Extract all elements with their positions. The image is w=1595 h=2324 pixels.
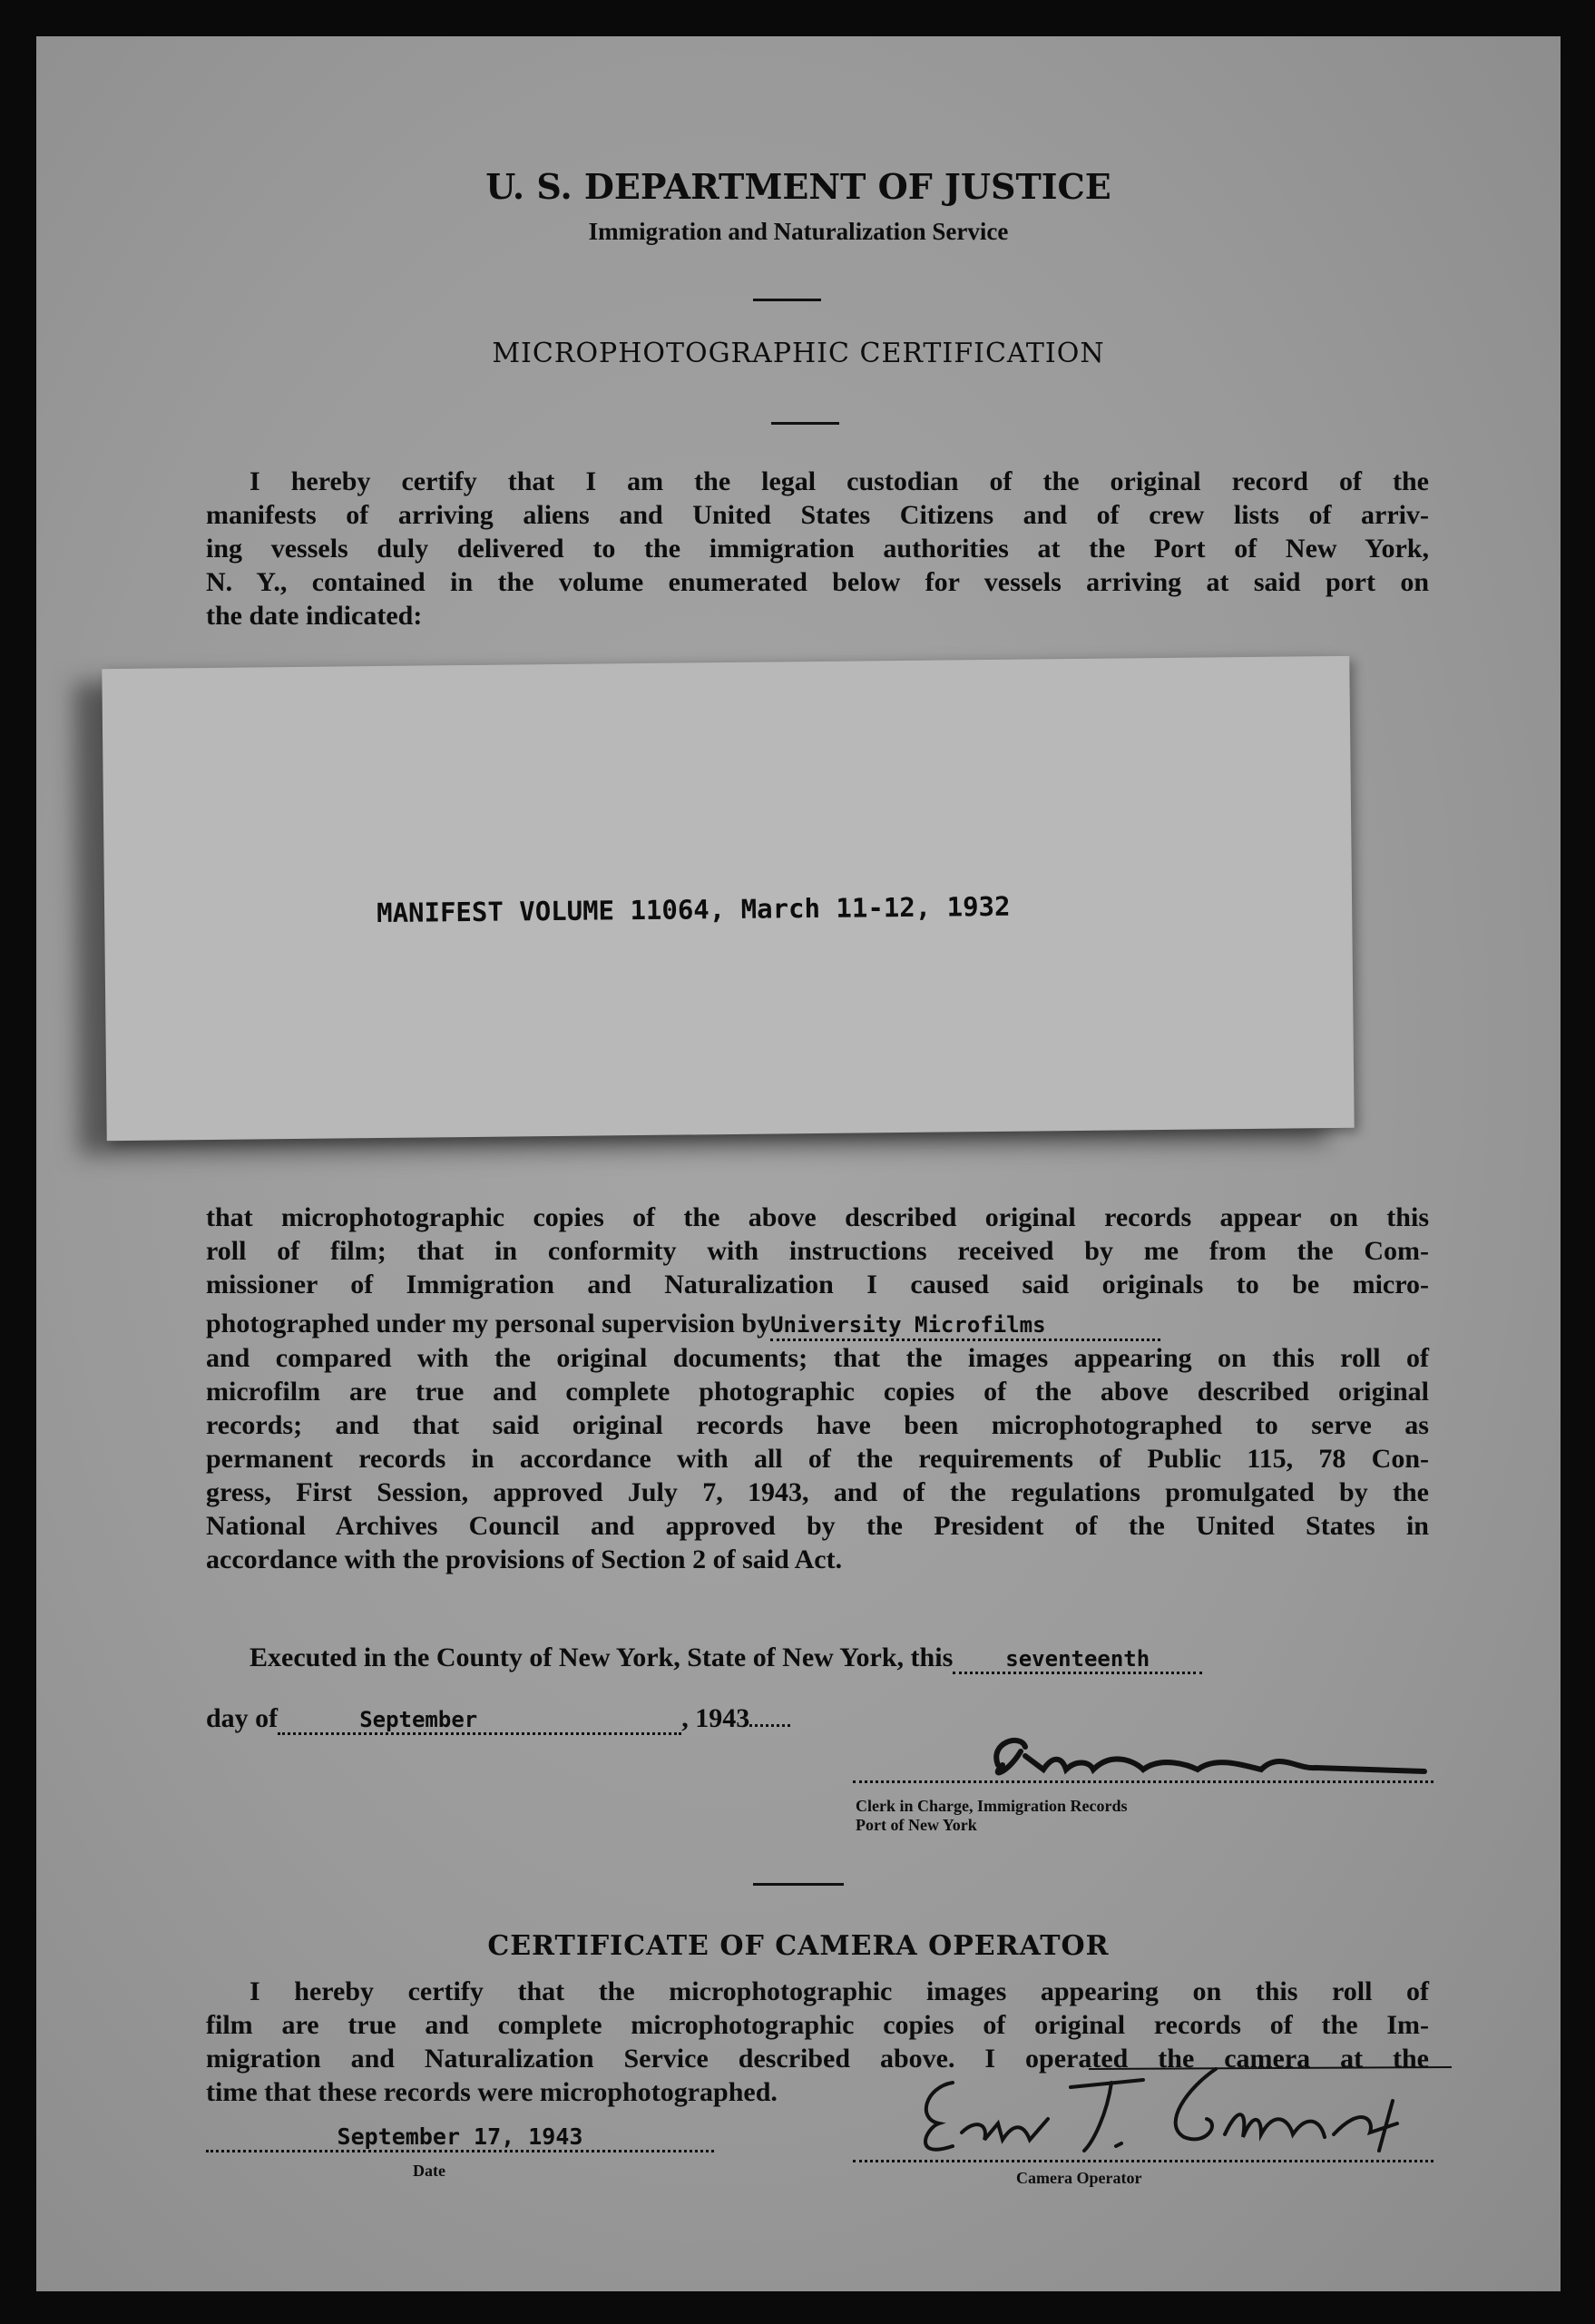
camera-operator-signature-line [853, 2160, 1434, 2162]
body-line: missioner of Immigration and Naturalization I caused said originals to be micro- [206, 1270, 1429, 1299]
certificate-page [36, 36, 1561, 2291]
execution-day-value: seventeenth [1005, 1646, 1150, 1672]
body-line: microfilm are true and complete photographic copies of the above described original [206, 1377, 1429, 1407]
execution-year-value: 1943 [695, 1703, 750, 1733]
clerk-port-text: Port of New York [856, 1816, 977, 1834]
intro-line: the date indicated: [206, 601, 423, 631]
body-line: that microphotographic copies of the above described original records appear on this [206, 1202, 1429, 1232]
camera-operator-signature [889, 2033, 1470, 2187]
service-subheading: Immigration and Naturalization Service [588, 218, 1009, 245]
day-of-label: day of [206, 1703, 279, 1733]
date-value: September 17, 1943 [337, 2123, 583, 2150]
certification-title: MICROPHOTOGRAPHIC CERTIFICATION [492, 338, 1105, 369]
body-line: roll of film; that in conformity with instructions received by me from the Com- [206, 1236, 1429, 1266]
body-line: National Archives Council and approved by the President of the United States in [206, 1511, 1429, 1541]
volume-slip [102, 656, 1354, 1141]
body-line: records; and that said original records have been microphotographed to serve as [206, 1410, 1429, 1440]
clerk-title [856, 1797, 1127, 1835]
intro-line: ing vessels duly delivered to the immigration authorities at the Port of New York, [206, 534, 1429, 564]
department-heading: U. S. DEPARTMENT OF JUSTICE [485, 166, 1111, 207]
camera-operator-label: Camera Operator [1016, 2169, 1142, 2187]
body-line: permanent records in accordance with all of the requirements of Public 115, 78 Con- [206, 1444, 1429, 1474]
camera-certificate-title: CERTIFICATE OF CAMERA OPERATOR [487, 1930, 1110, 1962]
divider [753, 299, 821, 301]
divider [753, 1883, 844, 1886]
intro-line: I hereby certify that I am the legal custodian of the original record of the [250, 466, 1429, 496]
intro-paragraph [206, 465, 1429, 632]
body-line: accordance with the provisions of Section 2 of said Act. [206, 1544, 843, 1574]
intro-line: manifests of arriving aliens and United States Citizens and of crew lists of arriv- [206, 500, 1429, 530]
execution-date-line: day of September , 1943 [206, 1703, 790, 1735]
execution-text: Executed in the County of New York, State of New York, this [250, 1642, 954, 1672]
camera-line: migration and Naturalization Service described above. I operated the camera at the [206, 2044, 1429, 2074]
date-field [206, 2123, 714, 2152]
clerk-title-text: Clerk in Charge, Immigration Records [856, 1797, 1128, 1815]
clerk-signature [953, 1715, 1443, 1806]
filmed-by-value: University Microfilms [770, 1312, 1046, 1338]
body-line-text: photographed under my personal supervision by [206, 1309, 771, 1339]
body-paragraph [206, 1201, 1429, 1576]
camera-line: time that these records were microphotographed. [206, 2077, 778, 2107]
manifest-volume-label: MANIFEST VOLUME 11064, March 11-12, 1932 [376, 890, 1011, 929]
execution-month-value: September [359, 1707, 478, 1732]
body-line: gress, First Session, approved July 7, 1943, and of the regulations promulgated by the [206, 1477, 1429, 1507]
camera-line: I hereby certify that the microphotographic images appearing on this roll of [250, 1976, 1429, 2006]
divider [771, 422, 839, 425]
body-line [206, 1307, 1429, 1341]
date-label: Date [413, 2162, 445, 2180]
execution-line [250, 1642, 1202, 1674]
body-line: and compared with the original documents; that the images appearing on this roll of [206, 1343, 1429, 1373]
camera-line: film are true and complete microphotographic copies of original records of the Im- [206, 2010, 1429, 2040]
intro-line: N. Y., contained in the volume enumerated below for vessels arriving at said port on [206, 567, 1429, 597]
clerk-signature-line [853, 1780, 1434, 1783]
